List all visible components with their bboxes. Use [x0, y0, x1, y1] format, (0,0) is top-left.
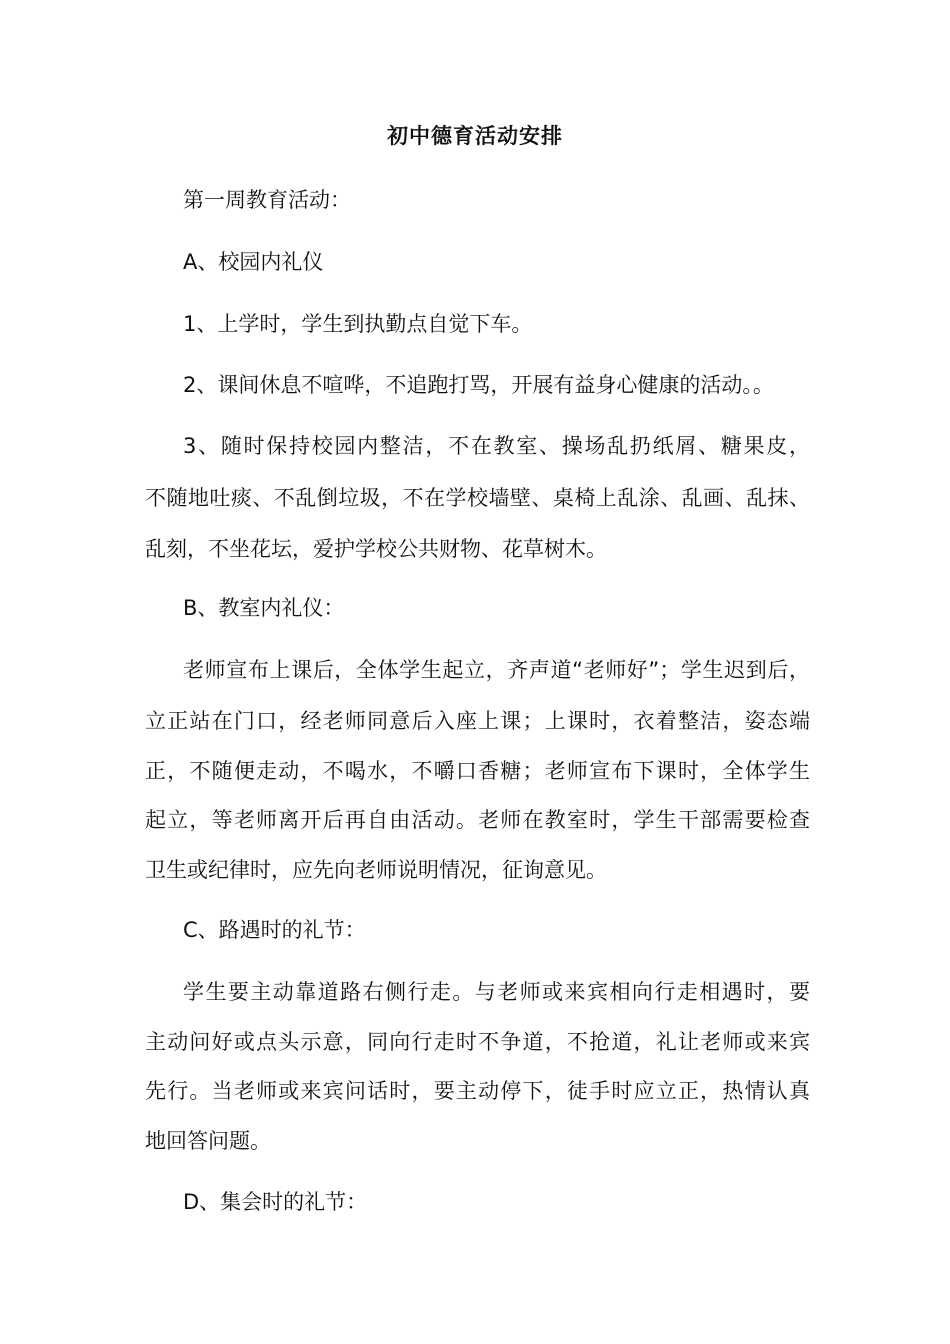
week-heading: 第一周教育活动： [183, 188, 351, 212]
section-b-line-4: 起立，等老师离开后再自由活动。老师在教室时，学生干部需要检查 [145, 808, 810, 832]
section-d-heading: D、集会时的礼节： [183, 1190, 368, 1214]
section-a-item-1: 1、上学时，学生到执勤点自觉下车。 [183, 312, 533, 336]
section-b-line-1: 老师宣布上课后，全体学生起立，齐声道“老师好”；学生迟到后， [183, 658, 810, 682]
section-c-heading: C、路遇时的礼节： [183, 918, 366, 942]
section-b-heading: B、教室内礼仪： [183, 596, 345, 620]
section-c-line-4: 地回答问题。 [145, 1129, 271, 1153]
document-title: 初中德育活动安排 [387, 124, 563, 148]
section-a-item-3-line-1: 3、随时保持校园内整洁，不在教室、操场乱扔纸屑、糖果皮， [183, 434, 810, 458]
section-a-item-3-line-2: 不随地吐痰、不乱倒垃圾，不在学校墙壁、桌椅上乱涂、乱画、乱抹、 [145, 486, 810, 510]
section-a-item-3-line-3: 乱刻，不坐花坛，爱护学校公共财物、花草树木。 [145, 537, 607, 561]
section-c-line-1: 学生要主动靠道路右侧行走。与老师或来宾相向行走相遇时，要 [183, 980, 810, 1004]
section-b-line-5: 卫生或纪律时，应先向老师说明情况，征询意见。 [145, 858, 607, 882]
section-b-line-2: 立正站在门口，经老师同意后入座上课；上课时，衣着整洁，姿态端 [145, 709, 810, 733]
section-a-heading: A、校园内礼仪 [183, 250, 324, 274]
section-a-item-2: 2、课间休息不喧哗，不追跑打骂，开展有益身心健康的活动。。 [183, 373, 774, 397]
section-c-line-3: 先行。当老师或来宾问话时，要主动停下，徒手时应立正，热情认真 [145, 1079, 810, 1103]
section-c-line-2: 主动问好或点头示意，同向行走时不争道，不抢道，礼让老师或来宾 [145, 1030, 810, 1054]
section-b-line-3: 正，不随便走动，不喝水，不嚼口香糖；老师宣布下课时，全体学生 [145, 759, 810, 783]
